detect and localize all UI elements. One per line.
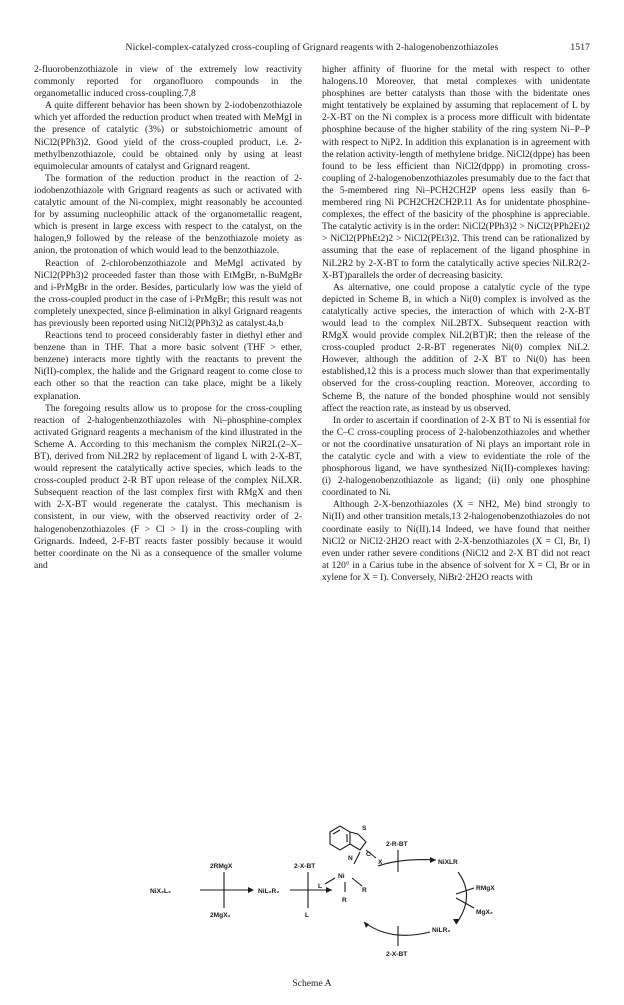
page-number: 1517 — [570, 42, 590, 53]
cycle-bottom — [364, 922, 430, 935]
atom-n: N — [348, 855, 353, 862]
paragraph: higher affinity of fluorine for the metal with respect to other halogens.10 Moreover, that metal complexes with unidentate phosphines are better catalysts than those with the bidentate ones might tentatively be explained by assuming that replacement of L by 2-X-BT on the Ni complex is a process more difficult with bidentate phosphine because of the higher stability of the ring system Ni–P–P with respect to NiP2. In addition this explanation is in agreement with the relation activity-length of methylene bridge. NiCl2(dppe) has been found to be less efficient than NiCl2(dppp) in promoting cross-coupling of 2-halogenobenzothiazoles presumably due to the fact that the 5-membered ring Ni–PCH2CH2P opens less easily than 6-membered ring Ni PCH2CH2CH2P.11 As for unidentate phosphine-complexes, the effect of the basicity of the phosphine is appreciable. The catalytic activity is in the order: NiCl2(PPh3)2 > NiCl2(PPh2Et)2 > NiCl2(PPhEt2)2 > NiCl2(PEt3)2. This trend can be rationalized by assuming that the ease of replacement of the ligand phosphine in NiL2R2 by 2-X-BT to form the catalytically active species NiLR2(2-X-BT)parallels the order of decreasing basicity. — [322, 65, 590, 281]
label-rmgx: 2RMgX — [210, 863, 233, 870]
label-rmgx-right: RMgX — [476, 885, 495, 892]
atom-s: S — [362, 825, 367, 832]
label-mgx2: 2MgX₂ — [210, 912, 231, 919]
atom-x: X — [378, 859, 383, 866]
atom-r: R — [342, 897, 347, 904]
atom-ni: Ni — [338, 873, 345, 880]
atom-c: C — [366, 851, 371, 858]
label-xbt-bottom: 2-X-BT — [386, 951, 408, 958]
paragraph: As alternative, one could propose a catalytic cycle of the type depicted in Scheme B, in which a Ni(0) complex is involved as the catalytically active species, the interaction of which with 2-X-BT would lead to the complex NiL2BTX. Subsequent reaction with RMgX would provide complex NiL2(BT)R; then the release of the cross-coupled product 2-R-BT regenerates Ni(0) complex NiL2. However, although the addition of 2-X BT to Ni(0) has been established,12 this is a process much slower than that experimentally observed for the cross-coupling reaction. Moreover, according to Scheme B, the nature of the bonded phosphine would not sensibly affect the reaction rate, as instead by us observed. — [322, 282, 590, 414]
paragraph: In order to ascertain if coordination of 2-X BT to Ni is essential for the C–C cross-coupling process of 2-halobenzothiazoles and whether or not the coordinative unsaturation of Ni plays an important role in the catalytic cycle and with a view to evidentiate the role of the phosphorous ligand, we have synthesized Ni(II)-complexes having: (i) 2-halogenobenzothiazole as ligand; (ii) only one phosphine coordinated to Ni. — [322, 415, 590, 499]
label-xbt: 2-X-BT — [294, 863, 316, 870]
paragraph: Although 2-X-benzothiazoles (X = NH2, Me) bind strongly to Ni(II) and other transition metals,13 2-halogenobenzothiazoles do not coordinate easily to Ni(II).14 Indeed, we have found that neither NiCl2 or NiCl2·2H2O react with 2-X-benzothiazoles (X = Cl, Br, I) even under rather severe conditions (NiCl2 and 2-X BT did not react at 120° in a Carius tube in the absence of solvent for X = Cl, Br or in xylene for X = I). Conversely, NiBr2·2H2O reacts with — [322, 500, 590, 583]
cycle-right — [456, 872, 467, 924]
running-title: Nickel-complex-catalyzed cross-coupling of Grignard reagents with 2-halogenobenzothiazoles — [125, 42, 499, 53]
atom-l: L — [318, 883, 323, 890]
label-l: L — [305, 912, 310, 919]
right-column — [322, 64, 590, 584]
paragraph: Reactions tend to proceed considerably faster in diethyl ether and benzene than in THF. That a more basic solvent (THF > ether, benzene) interacts more tightly with the reactants to prevent the Ni(II)-complex, the halide and the Grignard reagent to come close to each other so that the reaction can take place, might be a likely explanation. — [34, 331, 302, 402]
label-mgx2-right: MgX₂ — [476, 909, 493, 916]
scheme-a-diagram — [140, 820, 500, 970]
paragraph: A quite different behavior has been shown by 2-iodobenzothiazole which yet afforded the reduction product when treated with MeMgI in the presence of catalytic (3%) or substoichiometric amount of NiCl2(PPh3)2. Good yield of the cross-coupled product, i.e. 2-methylbenzothiazole, could be obtained only by using at least equimolecular amounts of catalyst and Grignard reagent. — [34, 101, 302, 172]
label-nilxr: NiXLR — [438, 859, 458, 866]
scheme-caption: Scheme A — [292, 978, 332, 989]
cycle-top — [378, 860, 436, 866]
label-nix2l2: NiX₂L₂ — [150, 888, 171, 895]
paragraph: The foregoing results allow us to propose for the cross-coupling reaction of 2-halogenbenzothiazoles with Ni–phosphine-complex activated Grignard reagents a mechanism of the kind illustrated in the Scheme A. According to this mechanism the complex NiR2L(2–X–BT), derived from NiL2R2 by replacement of ligand L with 2-X-BT, would represent the catalytically active species, which leads to the cross-coupled product 2-R BT upon release of the complex NiLXR. Subsequent reaction of the last complex first with RMgX and then with 2-X-BT would regenerate the catalyst. This mechanism is consistent, in our view, with the observed reactivity order of 2-halogenobenzothiazoles (F > Cl > I) in the cross-coupling with Grignards. Indeed, 2-F-BT reacts faster possibly because it would better coordinate on the Ni as a consequence of the smaller volume and — [34, 403, 302, 571]
thiazole-ring — [350, 832, 366, 850]
left-column — [34, 64, 302, 572]
label-rbt: 2-R-BT — [386, 841, 408, 848]
label-nil2r2: NiL₂R₂ — [258, 888, 280, 895]
running-header — [34, 42, 590, 58]
atom-r: R — [362, 887, 367, 894]
paragraph: The formation of the reduction product in the reaction of 2-iodobenzothiazole with Grignard reagents as such or activated with catalytic amount of the Ni-complex, might reasonably be accounted for by assuming nucleophilic attack of the organometallic reagent, which is present in large excess with respect to the catalyst, on the halogen,9 followed by the release of the benzothiazole moiety as anion, the protonation of which would lead to the benzothiazole. — [34, 173, 302, 257]
paragraph: Reaction of 2-chlorobenzothiazole and MeMgI activated by NiCl2(PPh3)2 proceeded faster than those with EtMgBr, n-BuMgBr and i-PrMgBr in the order. Besides, particularly low was the yield of the cross-coupled product in the case of i-PrMgBr; this result was not completely unexpected, since β-elimination in alkyl Grignard reagents has previously been reported using NiCl2(PPh3)2 as catalyst.4a,b — [34, 258, 302, 329]
label-nilr2: NiLR₂ — [432, 927, 451, 934]
paragraph: 2-fluorobenzothiazole in view of the extremely low reactivity commonly reported for organofluoro compounds in the organometallic induced cross-coupling.7,8 — [34, 65, 302, 100]
